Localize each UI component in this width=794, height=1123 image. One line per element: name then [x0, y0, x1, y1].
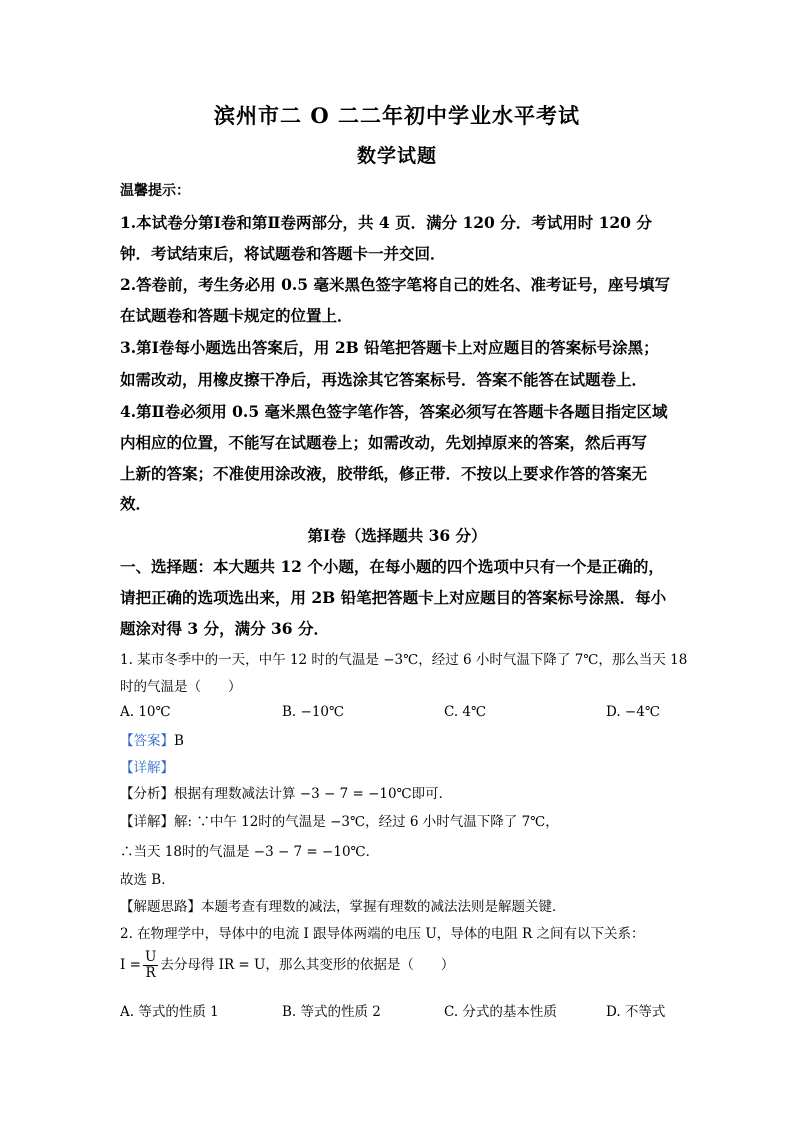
tip-line: 1.本试卷分第Ⅰ卷和第Ⅱ卷两部分，共 4 页．满分 120 分．考试用时 120 分 — [120, 213, 652, 232]
question-2-text: 2. 在物理学中，导体中的电流 I 跟导体两端的电压 U，导体的电阻 R 之间有以下关系： — [120, 926, 645, 942]
answer-value: B — [174, 733, 184, 749]
detail-tag: 【详解】 — [120, 760, 174, 776]
tip-line: 效． — [120, 494, 152, 513]
fraction — [143, 950, 158, 981]
question-1-text: 时的气温是（ ） — [120, 679, 242, 695]
q1-choose: 故选 B． — [120, 872, 175, 888]
eq-rest: 去分母得 IR = U，那么其变形的依据是（ ） — [160, 957, 455, 973]
q1-therefore: ∴当天 18时的气温是 −3 − 7 = −10℃． — [120, 844, 380, 860]
fraction-denominator: R — [145, 965, 156, 981]
fraction-numerator: U — [144, 949, 157, 965]
tip-line: 在试题卷和答题卡规定的位置上． — [120, 306, 353, 325]
eq-left: I = — [120, 957, 141, 973]
tip-line: 上新的答案；不准使用涂改液，胶带纸，修正带．不按以上要求作答的答案无 — [120, 464, 648, 483]
exam-title: 滨州市二 O 二二年初中学业水平考试 — [214, 103, 580, 128]
detail2-text: 解: ∵中午 12时的气温是 −3℃，经过 6 小时气温下降了 7℃， — [174, 814, 559, 830]
q2-equation — [120, 950, 454, 981]
q2-option-a: A. 等式的性质 1 — [120, 1004, 219, 1020]
tip-line: 内相应的位置，不能写在试题卷上；如需改动，先划掉原来的答案，然后再写 — [120, 433, 648, 452]
tip-line: 如需改动，用橡皮擦干净后，再选涂其它答案标号．答案不能答在试题卷上． — [120, 370, 648, 389]
q1-option-d: D. −4℃ — [606, 704, 660, 720]
q1-answer — [120, 729, 184, 749]
q1-detail — [120, 810, 559, 830]
tip-line: 2.答卷前，考生务必用 0.5 毫米黑色签字笔将自己的姓名、准考证号，座号填写 — [120, 275, 670, 294]
tip-line: 钟．考试结束后，将试题卷和答题卡一并交回． — [120, 244, 446, 263]
q2-option-d: D. 不等式 — [606, 1004, 666, 1020]
q1-analysis — [120, 782, 452, 802]
question-1-text: 1. 某市冬季中的一天，中午 12 时的气温是 −3℃，经过 6 小时气温下降了 7℃，那么当天 18 — [120, 652, 688, 668]
exam-subtitle: 数学试题 — [356, 145, 437, 167]
section-instruction: 请把正确的选项选出来，用 2B 铅笔把答题卡上对应题目的答案标号涂黑．每小 — [120, 588, 667, 607]
answer-tag: 【答案】 — [120, 733, 174, 749]
section-instruction: 题涂对得 3 分，满分 36 分． — [120, 619, 329, 638]
section-instruction: 一、选择题：本大题共 12 个小题，在每小题的四个选项中只有一个是正确的， — [120, 557, 664, 576]
analysis-tag: 【分析】 — [120, 786, 174, 802]
tips-heading: 温馨提示： — [120, 183, 190, 199]
section-title: 第Ⅰ卷（选择题共 36 分） — [307, 526, 487, 545]
thinking-text: 本题考查有理数的减法，掌握有理数的减法法则是解题关键． — [201, 899, 566, 915]
thinking-tag: 【解题思路】 — [120, 899, 201, 915]
q2-option-b: B. 等式的性质 2 — [282, 1004, 381, 1020]
tip-line: 3.第Ⅰ卷每小题选出答案后，用 2B 铅笔把答题卡上对应题目的答案标号涂黑； — [120, 338, 659, 357]
q1-option-a: A. 10℃ — [120, 704, 171, 720]
q1-option-c: C. 4℃ — [444, 704, 487, 720]
q2-option-c: C. 分式的基本性质 — [444, 1004, 557, 1020]
tip-line: 4.第Ⅱ卷必须用 0.5 毫米黑色签字笔作答，答案必须写在答题卡各题目指定区域 — [120, 402, 668, 421]
detail2-tag: 【详解】 — [120, 814, 174, 830]
q1-option-b: B. −10℃ — [282, 704, 345, 720]
analysis-text: 根据有理数减法计算 −3 − 7 = −10℃即可． — [174, 786, 453, 802]
q1-thinking — [120, 895, 566, 915]
